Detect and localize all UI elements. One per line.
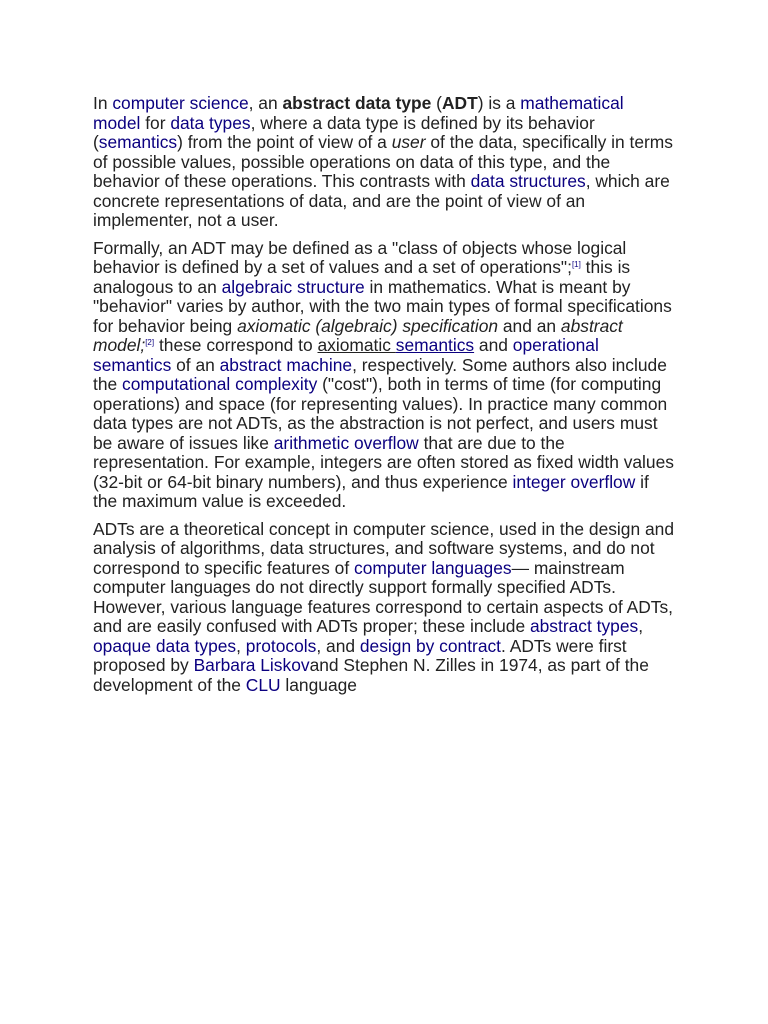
link-semantics[interactable]: semantics — [98, 132, 178, 152]
text: and an — [498, 315, 561, 336]
link-axiomatic-semantics-part1[interactable]: axiomatic — [317, 335, 396, 355]
text: if the maximum value is exceeded. — [93, 471, 649, 511]
text: and Stephen N. Zilles in 1974, as part of the development of the — [93, 655, 649, 695]
link-integer-overflow[interactable]: integer overflow — [512, 471, 636, 492]
text: , — [236, 635, 246, 656]
italic-axiomatic-specification: axiomatic (algebraic) specification — [237, 315, 499, 336]
text: of the data, specifically in terms of possible values, possible operations on data of this type, and the behavior of these operations. This contrasts with — [93, 132, 673, 191]
text: these correspond to — [154, 335, 318, 355]
text: ) from the point of view of a — [177, 132, 392, 152]
italic-user: user — [391, 132, 426, 152]
reference-link-2[interactable]: [2] — [145, 338, 155, 347]
link-arithmetic-overflow[interactable]: arithmetic overflow — [273, 432, 419, 453]
text: in mathematics. What is meant by "behavior" varies by author, with the two main types of formal specifications for behavior being — [93, 276, 672, 336]
text: ( — [431, 93, 442, 113]
link-clu[interactable]: CLU — [245, 674, 281, 695]
reference-2 — [145, 338, 154, 347]
text: ) is a — [477, 93, 521, 113]
bold-term-abstract-data-type: abstract data type — [282, 93, 432, 113]
paragraph-theoretical-concept — [93, 520, 675, 696]
link-opaque-data-types[interactable]: opaque data types — [93, 635, 237, 656]
text: Formally, an ADT may be defined as a "class of objects whose logical behavior is defined by a set of values and a set of operations"; — [93, 237, 627, 277]
text: language — [280, 674, 357, 695]
text: for — [140, 112, 171, 133]
link-abstract-types[interactable]: abstract types — [529, 616, 639, 636]
text: ("cost"), both in terms of time (for computing operations) and space (for representing values). In practice many common data types are not ADTs, as the abstraction is not perfect, and users must be aware of issues like — [93, 374, 668, 453]
text: , — [638, 616, 644, 636]
text: . ADTs were first proposed by — [93, 635, 627, 675]
link-protocols[interactable]: protocols — [245, 635, 317, 656]
text: , where a data type is defined by its behavior ( — [93, 112, 595, 152]
text: and — [474, 335, 513, 355]
reference-1 — [572, 260, 581, 269]
text: — mainstream computer languages do not directly support formally specified ADTs. However, various language features correspond to certain aspects of ADTs, and are easily confused with ADTs proper; these include — [93, 557, 674, 636]
text: , an — [248, 93, 283, 113]
text: , respectively. Some authors also include the — [93, 354, 667, 394]
link-computer-science[interactable]: computer science — [112, 93, 249, 113]
text: ADTs are a theoretical concept in computer science, used in the design and analysis of algorithms, data structures, and software systems, and do not correspond to specific features of — [93, 518, 674, 578]
text: of an — [171, 354, 220, 375]
text: that are due to the representation. For example, integers are often stored as fixed width values (32-bit or 64-bit binary numbers), and thus experience — [93, 432, 674, 492]
link-abstract-machine[interactable]: abstract machine — [219, 354, 353, 375]
italic-abstract-model: abstract model; — [93, 315, 623, 355]
link-algebraic-structure[interactable]: algebraic structure — [221, 276, 365, 297]
link-design-by-contract[interactable]: design by contract — [359, 635, 502, 656]
text: , and — [316, 635, 360, 656]
text: this is analogous to an — [93, 257, 631, 297]
link-axiomatic-semantics-part2[interactable]: semantics — [395, 335, 475, 355]
link-operational-semantics[interactable]: operational semantics — [93, 335, 599, 375]
link-mathematical-model[interactable]: mathematical model — [93, 93, 624, 133]
paragraph-intro — [93, 94, 675, 231]
paragraph-formal-definition — [93, 239, 675, 512]
link-data-types[interactable]: data types — [170, 112, 251, 133]
link-barbara-liskov[interactable]: Barbara Liskov — [193, 655, 310, 675]
link-computer-languages[interactable]: computer languages — [354, 557, 512, 578]
link-data-structures[interactable]: data structures — [470, 171, 586, 191]
article-body — [93, 94, 675, 703]
link-computational-complexity[interactable]: computational complexity — [122, 374, 318, 394]
text: In — [93, 93, 113, 113]
bold-term-adt: ADT — [441, 93, 478, 113]
text: , which are concrete representations of data, and are the point of view of an implementer, not a user. — [93, 171, 670, 230]
reference-link-1[interactable]: [1] — [571, 260, 581, 269]
